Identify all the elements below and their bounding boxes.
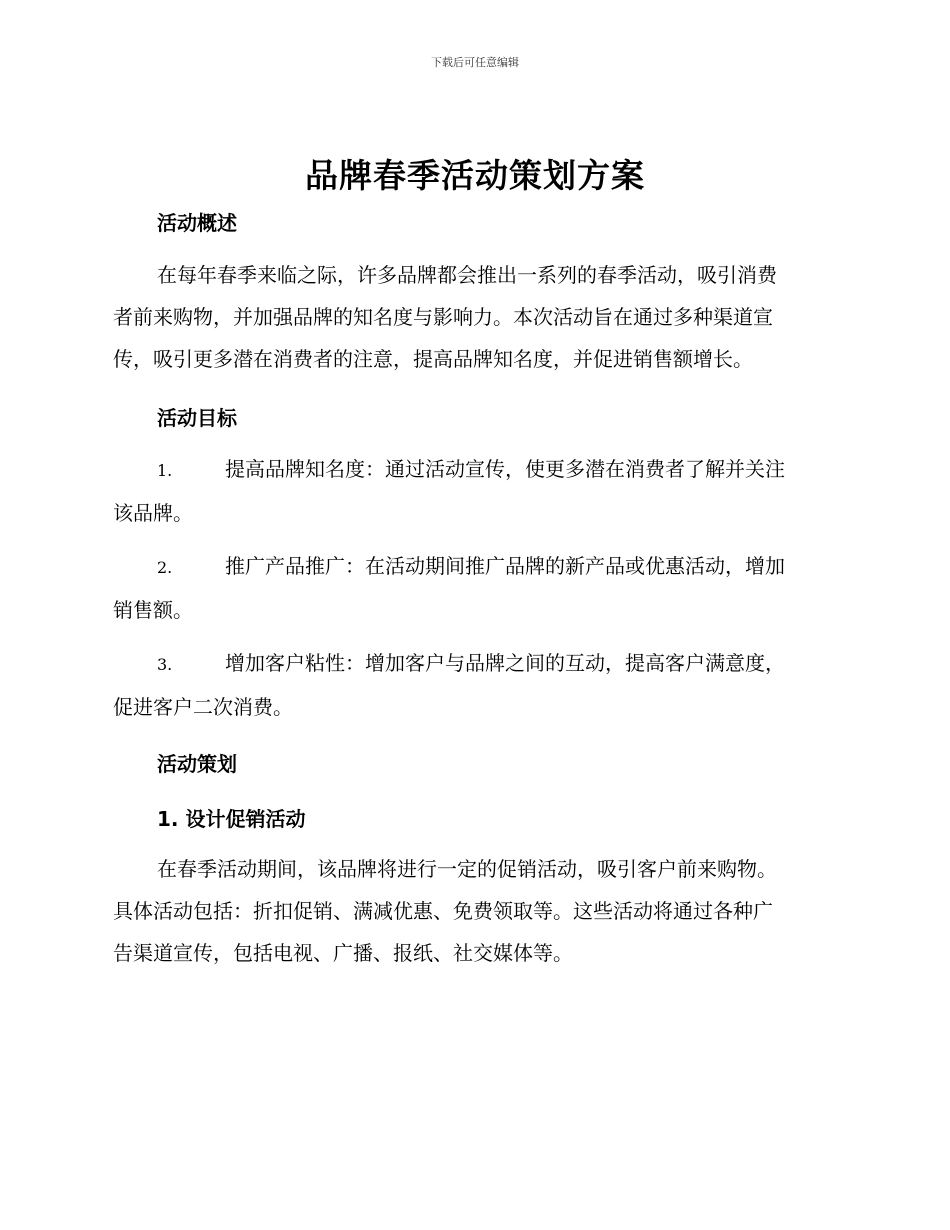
goal-text-1b: 该品牌。 xyxy=(113,501,193,525)
goal-number-3: 3. xyxy=(157,655,173,674)
section-heading-plan: 活动策划 xyxy=(157,752,237,776)
section-heading-goals: 活动目标 xyxy=(157,406,237,430)
goal-item-3 xyxy=(113,642,838,728)
overview-paragraph xyxy=(113,254,838,380)
page-header: 下载后可任意编辑 xyxy=(431,56,519,69)
plan-paragraph xyxy=(113,848,838,974)
plan-line-1: 在春季活动期间，该品牌将进行一定的促销活动，吸引客户前来购物。 xyxy=(157,857,777,881)
goal-text-2a: 推广产品推广：在活动期间推广品牌的新产品或优惠活动，增加 xyxy=(225,554,785,578)
overview-line-1: 在每年春季来临之际，许多品牌都会推出一系列的春季活动，吸引消费 xyxy=(157,263,777,287)
section-heading-overview: 活动概述 xyxy=(157,211,237,235)
goal-item-1 xyxy=(113,448,838,534)
goal-text-2b: 销售额。 xyxy=(113,598,193,622)
plan-line-3: 告渠道宣传，包括电视、广播、报纸、社交媒体等。 xyxy=(113,941,573,965)
goal-text-1a: 提高品牌知名度：通过活动宣传，使更多潜在消费者了解并关注 xyxy=(225,457,785,481)
goal-number-2: 2. xyxy=(157,558,173,577)
goal-item-2 xyxy=(113,545,838,631)
subsection-heading-promotion: 1. 设计促销活动 xyxy=(157,807,306,831)
goal-text-3b: 促进客户二次消费。 xyxy=(113,695,293,719)
overview-line-3: 传，吸引更多潜在消费者的注意，提高品牌知名度，并促进销售额增长。 xyxy=(113,347,753,371)
goal-number-1: 1. xyxy=(157,461,173,480)
page-title: 品牌春季活动策划方案 xyxy=(305,156,645,195)
overview-line-2: 者前来购物，并加强品牌的知名度与影响力。本次活动旨在通过多种渠道宣 xyxy=(113,305,773,329)
plan-line-2: 具体活动包括：折扣促销、满减优惠、免费领取等。这些活动将通过各种广 xyxy=(113,899,773,923)
goal-text-3a: 增加客户粘性：增加客户与品牌之间的互动，提高客户满意度， xyxy=(225,651,785,675)
